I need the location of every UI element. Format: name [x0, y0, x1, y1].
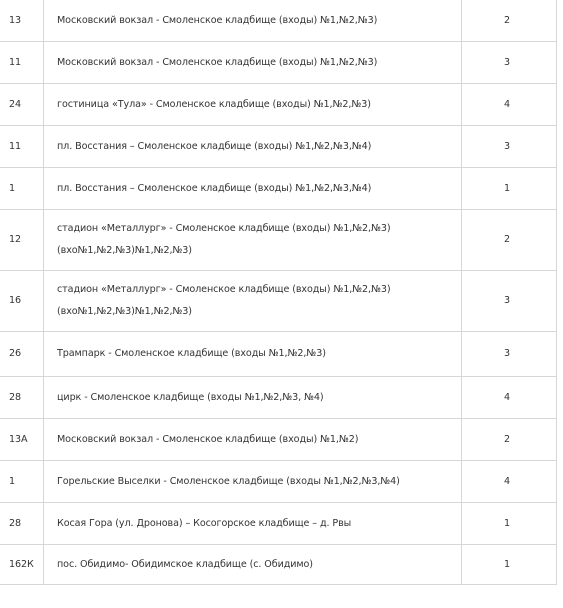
route-number-cell: 12	[0, 210, 44, 271]
route-description-cell: гостиница «Тула» - Смоленское кладбище (входы) №1,№2,№3)	[44, 84, 462, 126]
route-description-cell: Московский вокзал - Смоленское кладбище (входы) №1,№2,№3)	[44, 42, 462, 84]
table-row	[0, 377, 557, 419]
table-row	[0, 42, 557, 84]
route-count-cell: 3	[462, 271, 557, 332]
route-count-cell: 3	[462, 42, 557, 84]
route-number-cell: 11	[0, 126, 44, 168]
table-row	[0, 168, 557, 210]
table-row	[0, 84, 557, 126]
route-description-cell: стадион «Металлург» - Смоленское кладбище (входы) №1,№2,№3) (вхо№1,№2,№3)№1,№2,№3)	[44, 210, 462, 271]
route-count-cell: 4	[462, 84, 557, 126]
route-description-cell: стадион «Металлург» - Смоленское кладбище (входы) №1,№2,№3) (вхо№1,№2,№3)№1,№2,№3)	[44, 271, 462, 332]
route-description-cell: Московский вокзал - Смоленское кладбище (входы) №1,№2,№3)	[44, 0, 462, 42]
table-row	[0, 210, 557, 271]
route-number-cell: 1	[0, 168, 44, 210]
route-number-cell: 13	[0, 0, 44, 42]
table-row	[0, 271, 557, 332]
route-description-cell: Косая Гора (ул. Дронова) – Косогорское кладбище – д. Рвы	[44, 503, 462, 545]
table-row	[0, 332, 557, 377]
route-number-cell: 28	[0, 503, 44, 545]
route-number-cell: 13А	[0, 419, 44, 461]
route-description-cell: Московский вокзал - Смоленское кладбище (входы) №1,№2)	[44, 419, 462, 461]
table-row	[0, 419, 557, 461]
route-count-cell: 4	[462, 377, 557, 419]
route-count-cell: 4	[462, 461, 557, 503]
route-count-cell: 2	[462, 419, 557, 461]
route-number-cell: 162К	[0, 545, 44, 585]
route-number-cell: 1	[0, 461, 44, 503]
route-description-cell: Горельские Выселки - Смоленское кладбище (входы №1,№2,№3,№4)	[44, 461, 462, 503]
route-number-cell: 24	[0, 84, 44, 126]
route-number-cell: 28	[0, 377, 44, 419]
route-description-cell: цирк - Смоленское кладбище (входы №1,№2,№3, №4)	[44, 377, 462, 419]
route-count-cell: 2	[462, 0, 557, 42]
route-description-cell: пос. Обидимо- Обидимское кладбище (с. Обидимо)	[44, 545, 462, 585]
route-description-cell: пл. Восстания – Смоленское кладбище (входы) №1,№2,№3,№4)	[44, 168, 462, 210]
route-description-cell: пл. Восстания – Смоленское кладбище (входы) №1,№2,№3,№4)	[44, 126, 462, 168]
route-count-cell: 3	[462, 332, 557, 377]
route-count-cell: 2	[462, 210, 557, 271]
route-count-cell: 3	[462, 126, 557, 168]
route-number-cell: 16	[0, 271, 44, 332]
table-row	[0, 545, 557, 585]
route-number-cell: 26	[0, 332, 44, 377]
route-count-cell: 1	[462, 545, 557, 585]
route-count-cell: 1	[462, 168, 557, 210]
table-row	[0, 0, 557, 42]
route-count-cell: 1	[462, 503, 557, 545]
route-description-cell: Трампарк - Смоленское кладбище (входы №1,№2,№3)	[44, 332, 462, 377]
table-row	[0, 126, 557, 168]
table-row	[0, 503, 557, 545]
route-number-cell: 11	[0, 42, 44, 84]
table-row	[0, 461, 557, 503]
